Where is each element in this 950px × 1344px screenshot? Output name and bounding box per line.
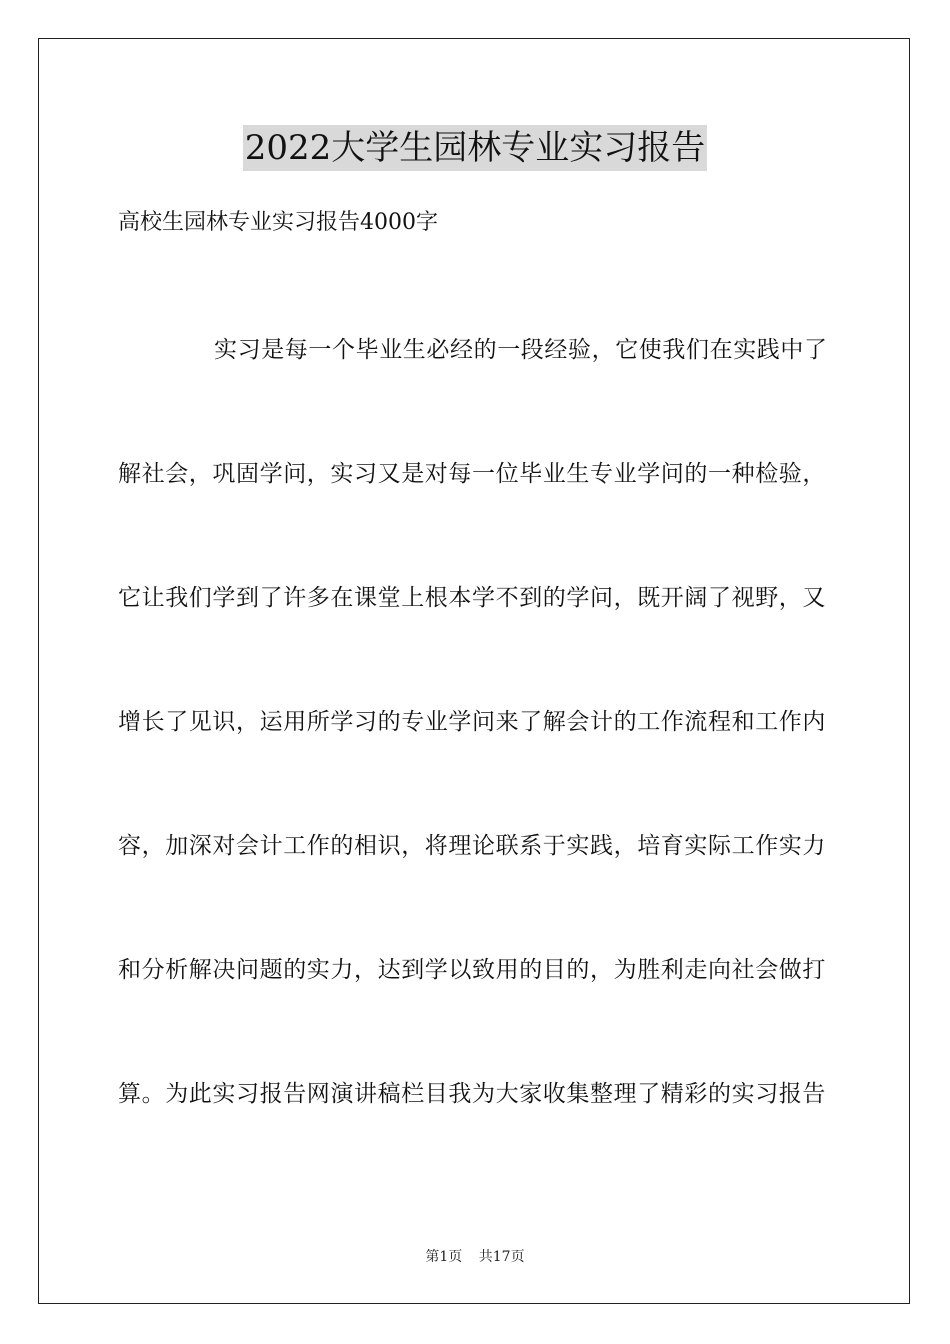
title-container <box>0 125 950 171</box>
body-line-2: 解社会，巩固学问，实习又是对每一位毕业生专业学问的一种检验， <box>118 461 826 487</box>
body-line-3: 它让我们学到了许多在课堂上根本学不到的学问，既开阔了视野，又 <box>118 585 826 611</box>
body-line-4: 增长了见识，运用所学习的专业学问来了解会计的工作流程和工作内 <box>118 709 826 735</box>
body-line-7: 算。为此实习报告网演讲稿栏目我为大家收集整理了精彩的实习报告 <box>118 1081 826 1107</box>
document-title: 2022大学生园林专业实习报告 <box>243 125 708 171</box>
body-line-5: 容，加深对会计工作的相识，将理论联系于实践，培育实际工作实力 <box>118 833 826 859</box>
body-line-1: 实习是每一个毕业生必经的一段经验，它使我们在实践中了 <box>214 337 828 363</box>
page-footer <box>0 1248 950 1266</box>
body-line-6: 和分析解决问题的实力，达到学以致用的目的，为胜利走向社会做打 <box>118 957 826 983</box>
document-subtitle: 高校生园林专业实习报告4000字 <box>118 210 438 235</box>
page-number-total: 共17页 <box>478 1249 525 1265</box>
page-number-current: 第1页 <box>425 1249 463 1265</box>
